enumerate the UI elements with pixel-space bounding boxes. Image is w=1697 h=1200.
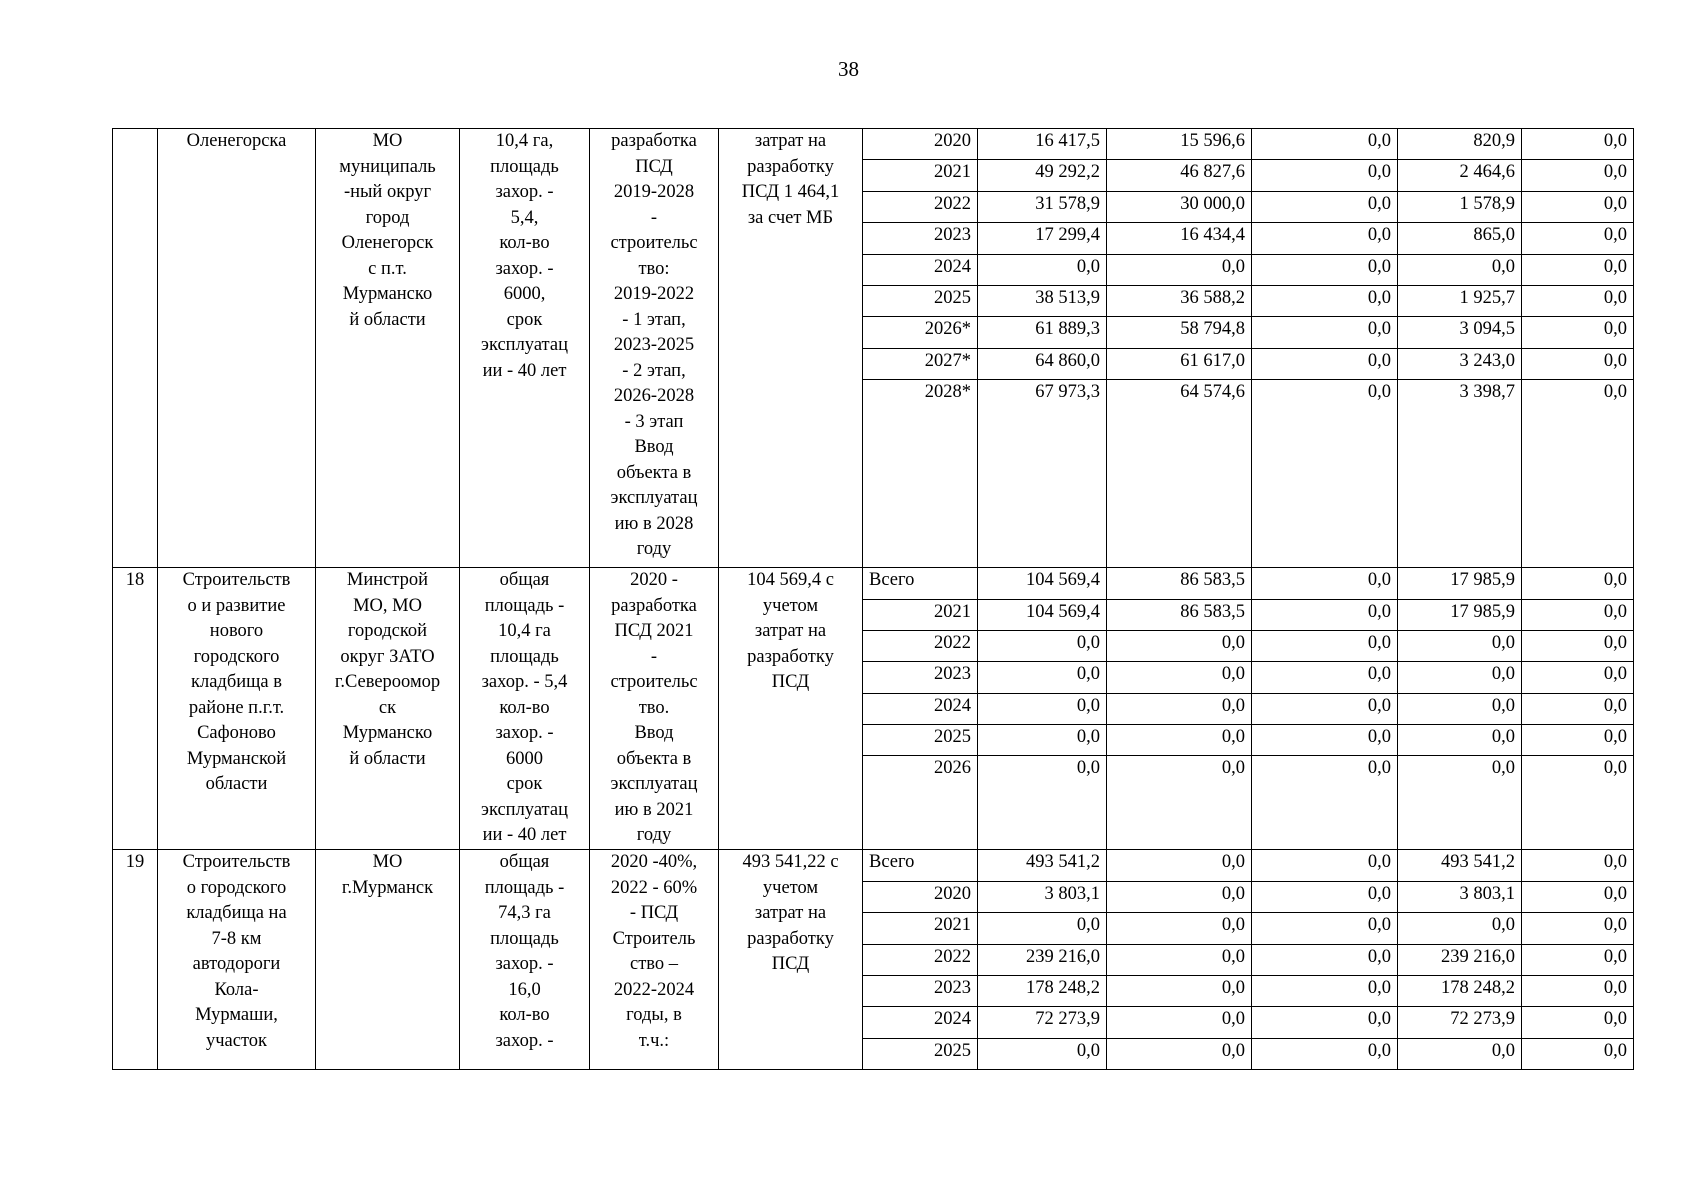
regional-budget-cell: 0,0: [1252, 881, 1398, 912]
other-sources-cell: 0,0: [1522, 160, 1634, 191]
year-cell: Всего: [863, 568, 978, 599]
municipal-budget-cell: 1 578,9: [1398, 191, 1522, 222]
federal-budget-cell: 58 794,8: [1107, 317, 1252, 348]
object-parameters: 10,4 га, площадь захор. - 5,4, кол-во захор. - 6000, срок эксплуатац ии - 40 лет: [460, 129, 590, 568]
municipal-budget-cell: 17 985,9: [1398, 568, 1522, 599]
regional-budget-cell: 0,0: [1252, 976, 1398, 1007]
federal-budget-cell: 0,0: [1107, 630, 1252, 661]
year-cell: 2021: [863, 160, 978, 191]
municipal-budget-cell: 0,0: [1398, 1038, 1522, 1069]
regional-budget-cell: 0,0: [1252, 913, 1398, 944]
other-sources-cell: 0,0: [1522, 285, 1634, 316]
regional-budget-cell: 0,0: [1252, 223, 1398, 254]
cost-estimate: 104 569,4 с учетом затрат на разработку ПСД: [719, 568, 863, 850]
federal-budget-cell: 0,0: [1107, 944, 1252, 975]
other-sources-cell: 0,0: [1522, 693, 1634, 724]
regional-budget-cell: 0,0: [1252, 1007, 1398, 1038]
row-number: 19: [113, 850, 158, 1070]
federal-budget-cell: 30 000,0: [1107, 191, 1252, 222]
municipal-budget-cell: 3 243,0: [1398, 348, 1522, 379]
year-cell: 2028*: [863, 380, 978, 568]
year-cell: 2020: [863, 129, 978, 160]
municipal-budget-cell: 239 216,0: [1398, 944, 1522, 975]
total-cell: 104 569,4: [978, 568, 1107, 599]
regional-budget-cell: 0,0: [1252, 254, 1398, 285]
total-cell: 0,0: [978, 630, 1107, 661]
year-cell: 2026: [863, 756, 978, 850]
object-parameters: общая площадь - 74,3 га площадь захор. - 16,0 кол-во захор. -: [460, 850, 590, 1070]
object-name: Оленегорска: [158, 129, 316, 568]
total-cell: 0,0: [978, 254, 1107, 285]
federal-budget-cell: 0,0: [1107, 254, 1252, 285]
federal-budget-cell: 0,0: [1107, 913, 1252, 944]
other-sources-cell: 0,0: [1522, 662, 1634, 693]
total-cell: 0,0: [978, 725, 1107, 756]
other-sources-cell: 0,0: [1522, 599, 1634, 630]
regional-budget-cell: 0,0: [1252, 317, 1398, 348]
year-cell: 2023: [863, 662, 978, 693]
year-cell: 2025: [863, 725, 978, 756]
regional-budget-cell: 0,0: [1252, 191, 1398, 222]
federal-budget-cell: 0,0: [1107, 976, 1252, 1007]
regional-budget-cell: 0,0: [1252, 285, 1398, 316]
other-sources-cell: 0,0: [1522, 630, 1634, 661]
year-cell: 2020: [863, 881, 978, 912]
year-cell: Всего: [863, 850, 978, 881]
year-cell: 2022: [863, 630, 978, 661]
total-cell: 31 578,9: [978, 191, 1107, 222]
other-sources-cell: 0,0: [1522, 254, 1634, 285]
federal-budget-cell: 0,0: [1107, 881, 1252, 912]
year-cell: 2026*: [863, 317, 978, 348]
federal-budget-cell: 0,0: [1107, 1038, 1252, 1069]
other-sources-cell: 0,0: [1522, 317, 1634, 348]
municipal-budget-cell: 493 541,2: [1398, 850, 1522, 881]
municipal-budget-cell: 0,0: [1398, 630, 1522, 661]
municipal-budget-cell: 865,0: [1398, 223, 1522, 254]
federal-budget-cell: 64 574,6: [1107, 380, 1252, 568]
municipal-budget-cell: 3 803,1: [1398, 881, 1522, 912]
object-name: Строительств о городского кладбища на 7-8 км автодороги Кола- Мурмаши, участок: [158, 850, 316, 1070]
total-cell: 64 860,0: [978, 348, 1107, 379]
municipal-budget-cell: 820,9: [1398, 129, 1522, 160]
total-cell: 0,0: [978, 693, 1107, 724]
federal-budget-cell: 36 588,2: [1107, 285, 1252, 316]
federal-budget-cell: 15 596,6: [1107, 129, 1252, 160]
total-cell: 16 417,5: [978, 129, 1107, 160]
total-cell: 61 889,3: [978, 317, 1107, 348]
cost-estimate: затрат на разработку ПСД 1 464,1 за счет МБ: [719, 129, 863, 568]
regional-budget-cell: 0,0: [1252, 568, 1398, 599]
other-sources-cell: 0,0: [1522, 568, 1634, 599]
total-cell: 17 299,4: [978, 223, 1107, 254]
other-sources-cell: 0,0: [1522, 380, 1634, 568]
year-cell: 2023: [863, 223, 978, 254]
municipal-budget-cell: 2 464,6: [1398, 160, 1522, 191]
row-number: [113, 129, 158, 568]
regional-budget-cell: 0,0: [1252, 662, 1398, 693]
federal-budget-cell: 0,0: [1107, 756, 1252, 850]
total-cell: 3 803,1: [978, 881, 1107, 912]
municipal-budget-cell: 0,0: [1398, 254, 1522, 285]
year-cell: 2025: [863, 285, 978, 316]
other-sources-cell: 0,0: [1522, 850, 1634, 881]
timing: 2020 - разработка ПСД 2021 - строительс тво. Ввод объекта в эксплуатац ию в 2021 году: [590, 568, 719, 850]
year-cell: 2021: [863, 913, 978, 944]
total-cell: 49 292,2: [978, 160, 1107, 191]
other-sources-cell: 0,0: [1522, 1007, 1634, 1038]
federal-budget-cell: 0,0: [1107, 693, 1252, 724]
budget-table: [112, 128, 1634, 1070]
federal-budget-cell: 61 617,0: [1107, 348, 1252, 379]
timing: 2020 -40%, 2022 - 60% - ПСД Строитель ство – 2022-2024 годы, в т.ч.:: [590, 850, 719, 1070]
other-sources-cell: 0,0: [1522, 1038, 1634, 1069]
regional-budget-cell: 0,0: [1252, 725, 1398, 756]
other-sources-cell: 0,0: [1522, 223, 1634, 254]
federal-budget-cell: 46 827,6: [1107, 160, 1252, 191]
year-cell: 2023: [863, 976, 978, 1007]
year-cell: 2024: [863, 693, 978, 724]
municipal-budget-cell: 3 094,5: [1398, 317, 1522, 348]
federal-budget-cell: 0,0: [1107, 1007, 1252, 1038]
customer: Минстрой МО, МО городской округ ЗАТО г.Североомор ск Мурманско й области: [316, 568, 460, 850]
municipal-budget-cell: 0,0: [1398, 913, 1522, 944]
total-cell: 104 569,4: [978, 599, 1107, 630]
regional-budget-cell: 0,0: [1252, 348, 1398, 379]
regional-budget-cell: 0,0: [1252, 599, 1398, 630]
municipal-budget-cell: 0,0: [1398, 662, 1522, 693]
municipal-budget-cell: 178 248,2: [1398, 976, 1522, 1007]
regional-budget-cell: 0,0: [1252, 850, 1398, 881]
federal-budget-cell: 0,0: [1107, 662, 1252, 693]
other-sources-cell: 0,0: [1522, 725, 1634, 756]
table-row: [113, 850, 1634, 881]
federal-budget-cell: 0,0: [1107, 725, 1252, 756]
customer: МО муниципаль -ный округ город Оленегорск с п.т. Мурманско й области: [316, 129, 460, 568]
regional-budget-cell: 0,0: [1252, 944, 1398, 975]
regional-budget-cell: 0,0: [1252, 380, 1398, 568]
total-cell: 239 216,0: [978, 944, 1107, 975]
total-cell: 0,0: [978, 756, 1107, 850]
other-sources-cell: 0,0: [1522, 976, 1634, 1007]
total-cell: 0,0: [978, 662, 1107, 693]
other-sources-cell: 0,0: [1522, 191, 1634, 222]
total-cell: 178 248,2: [978, 976, 1107, 1007]
year-cell: 2022: [863, 944, 978, 975]
regional-budget-cell: 0,0: [1252, 1038, 1398, 1069]
year-cell: 2021: [863, 599, 978, 630]
municipal-budget-cell: 0,0: [1398, 693, 1522, 724]
total-cell: 38 513,9: [978, 285, 1107, 316]
regional-budget-cell: 0,0: [1252, 160, 1398, 191]
other-sources-cell: 0,0: [1522, 348, 1634, 379]
regional-budget-cell: 0,0: [1252, 756, 1398, 850]
other-sources-cell: 0,0: [1522, 129, 1634, 160]
object-parameters: общая площадь - 10,4 га площадь захор. - 5,4 кол-во захор. - 6000 срок эксплуатац ии - 40 лет: [460, 568, 590, 850]
regional-budget-cell: 0,0: [1252, 630, 1398, 661]
timing: разработка ПСД 2019-2028 - строительс тво: 2019-2022 - 1 этап, 2023-2025 - 2 этап, 2026-2028 - 3 этап Ввод объекта в эксплуатац ию в 2028 году: [590, 129, 719, 568]
total-cell: 67 973,3: [978, 380, 1107, 568]
year-cell: 2027*: [863, 348, 978, 379]
total-cell: 72 273,9: [978, 1007, 1107, 1038]
other-sources-cell: 0,0: [1522, 756, 1634, 850]
other-sources-cell: 0,0: [1522, 913, 1634, 944]
municipal-budget-cell: 0,0: [1398, 725, 1522, 756]
municipal-budget-cell: 17 985,9: [1398, 599, 1522, 630]
municipal-budget-cell: 0,0: [1398, 756, 1522, 850]
total-cell: 493 541,2: [978, 850, 1107, 881]
year-cell: 2024: [863, 254, 978, 285]
row-number: 18: [113, 568, 158, 850]
total-cell: 0,0: [978, 1038, 1107, 1069]
federal-budget-cell: 0,0: [1107, 850, 1252, 881]
table-row: [113, 568, 1634, 599]
federal-budget-cell: 86 583,5: [1107, 599, 1252, 630]
year-cell: 2024: [863, 1007, 978, 1038]
municipal-budget-cell: 1 925,7: [1398, 285, 1522, 316]
page-number: 38: [838, 57, 859, 81]
object-name: Строительств о и развитие нового городского кладбища в районе п.г.т. Сафоново Мурманской области: [158, 568, 316, 850]
regional-budget-cell: 0,0: [1252, 693, 1398, 724]
customer: МО г.Мурманск: [316, 850, 460, 1070]
municipal-budget-cell: 72 273,9: [1398, 1007, 1522, 1038]
year-cell: 2022: [863, 191, 978, 222]
regional-budget-cell: 0,0: [1252, 129, 1398, 160]
federal-budget-cell: 86 583,5: [1107, 568, 1252, 599]
other-sources-cell: 0,0: [1522, 881, 1634, 912]
table-row: [113, 129, 1634, 160]
municipal-budget-cell: 3 398,7: [1398, 380, 1522, 568]
total-cell: 0,0: [978, 913, 1107, 944]
cost-estimate: 493 541,22 с учетом затрат на разработку ПСД: [719, 850, 863, 1070]
other-sources-cell: 0,0: [1522, 944, 1634, 975]
federal-budget-cell: 16 434,4: [1107, 223, 1252, 254]
year-cell: 2025: [863, 1038, 978, 1069]
